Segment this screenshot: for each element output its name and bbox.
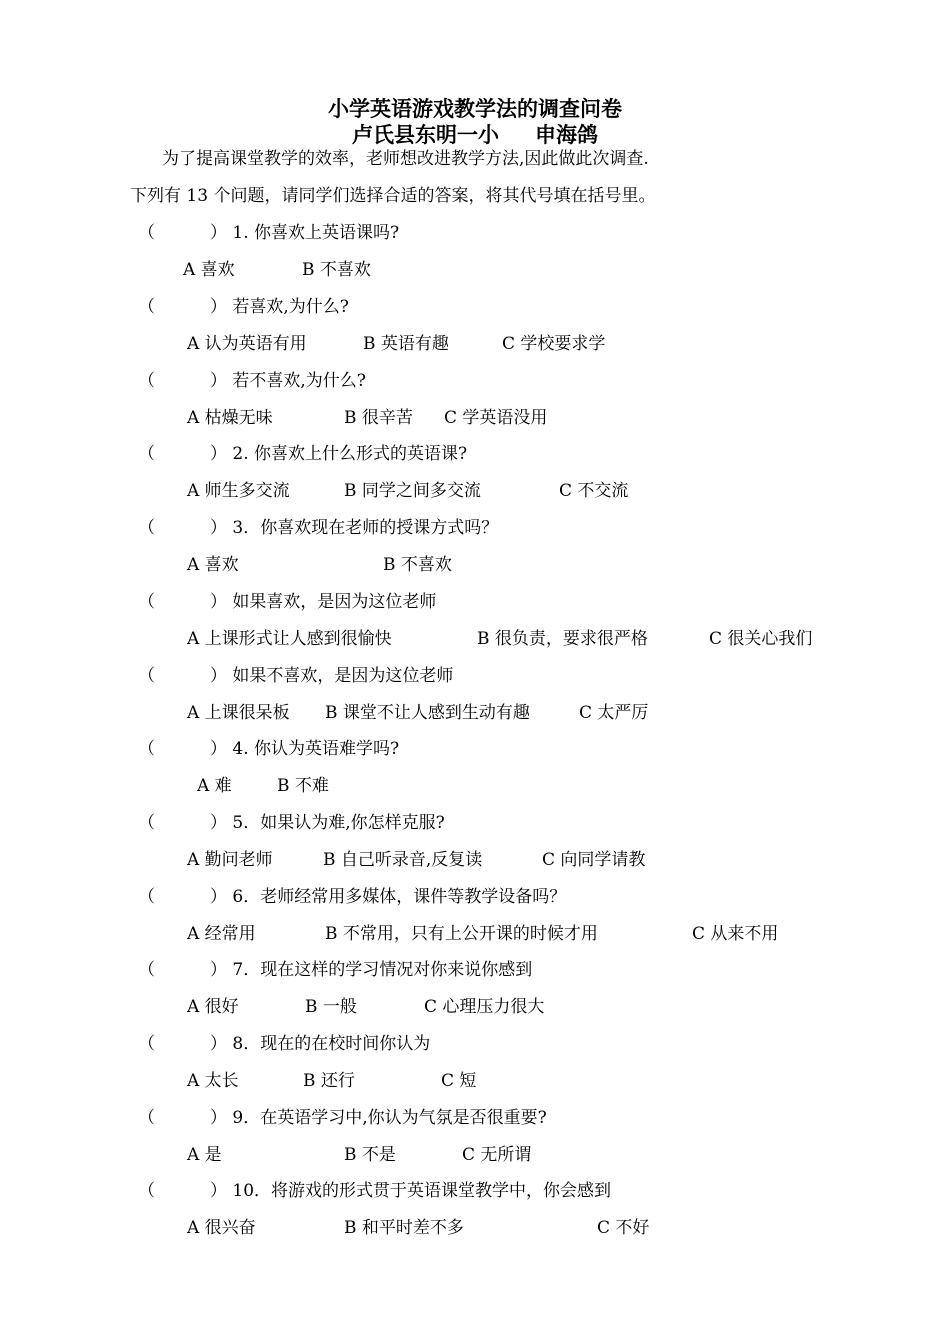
answer-option: A 难	[197, 776, 232, 796]
question-text: 3．你喜欢现在老师的授课方式吗？	[227, 518, 499, 538]
question-text: 若喜欢,为什么?	[227, 297, 349, 317]
answer-blank[interactable]: （	[138, 887, 155, 907]
question-text: 10．将游戏的形式贯于英语课堂教学中，你会感到	[227, 1181, 612, 1201]
question-line	[138, 1180, 611, 1202]
answer-option: A 师生多交流	[187, 481, 290, 501]
answer-blank[interactable]: （	[138, 518, 155, 538]
answer-option: A 上课形式让人感到很愉快	[187, 629, 392, 649]
answer-option: A 喜欢	[183, 260, 235, 280]
answer-blank-close: ）	[210, 444, 227, 464]
question-line	[138, 886, 566, 908]
answer-option: B 课堂不让人感到生动有趣	[325, 703, 530, 723]
question-line	[138, 443, 467, 465]
school-name: 卢氏县东明一小	[352, 122, 499, 147]
question-text: 6．老师经常用多媒体，课件等教学设备吗？	[227, 887, 567, 907]
question-line	[138, 812, 445, 834]
question-line	[138, 370, 366, 392]
answer-blank-close: ）	[210, 666, 227, 686]
answer-option: C 不好	[597, 1218, 650, 1238]
question-line	[138, 665, 453, 687]
answer-blank-close: ）	[210, 1181, 227, 1201]
answer-option: A 经常用	[187, 924, 256, 944]
document-title: 小学英语游戏教学法的调查问卷	[328, 96, 622, 121]
question-line	[138, 591, 436, 613]
question-line	[138, 1107, 547, 1129]
answer-blank-close: ）	[210, 813, 227, 833]
answer-blank-close: ）	[210, 739, 227, 759]
answer-option: A 喜欢	[187, 555, 239, 575]
question-text: 2. 你喜欢上什么形式的英语课?	[227, 444, 468, 464]
answer-blank[interactable]: （	[138, 739, 155, 759]
answer-option: B 一般	[305, 997, 357, 1017]
answer-option: C 无所谓	[462, 1145, 532, 1165]
question-text: 如果喜欢，是因为这位老师	[227, 592, 437, 612]
answer-option: A 勤问老师	[187, 850, 273, 870]
answer-blank-close: ）	[210, 887, 227, 907]
answer-blank[interactable]: （	[138, 1181, 155, 1201]
author-name: 申海鸽	[535, 122, 598, 147]
question-text: 8．现在的在校时间你认为	[227, 1034, 431, 1054]
question-text: 如果不喜欢，是因为这位老师	[227, 666, 454, 686]
answer-option: A 太长	[187, 1071, 239, 1091]
answer-option: B 很辛苦	[344, 408, 413, 428]
question-line	[138, 222, 399, 244]
answer-blank[interactable]: （	[138, 1034, 155, 1054]
question-text: 若不喜欢,为什么?	[227, 371, 366, 391]
answer-blank[interactable]: （	[138, 592, 155, 612]
question-line	[138, 959, 532, 981]
question-text: 9．在英语学习中,你认为气氛是否很重要?	[227, 1108, 547, 1128]
answer-blank[interactable]: （	[138, 1108, 155, 1128]
question-line	[138, 738, 399, 760]
question-line	[138, 517, 498, 539]
answer-blank[interactable]: （	[138, 444, 155, 464]
answer-option: A 枯燥无味	[187, 408, 273, 428]
answer-option: B 不喜欢	[383, 555, 452, 575]
author-line	[0, 122, 950, 148]
answer-option: B 不是	[344, 1145, 396, 1165]
answer-option: C 太严厉	[579, 703, 649, 723]
answer-option: A 很兴奋	[187, 1218, 256, 1238]
answer-option: B 很负责，要求很严格	[477, 629, 648, 649]
question-text: 7．现在这样的学习情况对你来说你感到	[227, 960, 533, 980]
answer-option: A 认为英语有用	[187, 334, 307, 354]
answer-option: C 从来不用	[692, 924, 779, 944]
answer-option: B 不喜欢	[302, 260, 371, 280]
answer-option: B 英语有趣	[363, 334, 449, 354]
intro-line-2: 下列有 13 个问题，请同学们选择合适的答案，将其代号填在括号里。	[130, 186, 656, 206]
answer-option: B 和平时差不多	[344, 1218, 464, 1238]
answer-blank[interactable]: （	[138, 813, 155, 833]
answer-blank-close: ）	[210, 592, 227, 612]
question-text: 4. 你认为英语难学吗?	[227, 739, 400, 759]
answer-option: C 学校要求学	[502, 334, 606, 354]
answer-option: C 向同学请教	[542, 850, 646, 870]
question-line	[138, 296, 349, 318]
answer-option: A 很好	[187, 997, 239, 1017]
answer-option: A 上课很呆板	[187, 703, 290, 723]
intro-line-1: 为了提高课堂教学的效率，老师想改进教学方法,因此做此次调查.	[162, 149, 649, 169]
answer-blank-close: ）	[210, 223, 227, 243]
answer-blank-close: ）	[210, 518, 227, 538]
answer-blank-close: ）	[210, 297, 227, 317]
answer-blank[interactable]: （	[138, 666, 155, 686]
answer-option: B 不常用，只有上公开课的时候才用	[325, 924, 598, 944]
answer-blank[interactable]: （	[138, 371, 155, 391]
answer-option: C 学英语没用	[444, 408, 548, 428]
answer-blank[interactable]: （	[138, 297, 155, 317]
question-text: 5．如果认为难,你怎样克服?	[227, 813, 445, 833]
answer-blank-close: ）	[210, 1108, 227, 1128]
answer-option: B 还行	[303, 1071, 355, 1091]
answer-blank-close: ）	[210, 371, 227, 391]
answer-blank[interactable]: （	[138, 960, 155, 980]
answer-option: B 自己听录音,反复读	[323, 850, 483, 870]
question-line	[138, 1033, 430, 1055]
question-text: 1. 你喜欢上英语课吗?	[227, 223, 400, 243]
answer-option: A 是	[187, 1145, 222, 1165]
answer-blank-close: ）	[210, 1034, 227, 1054]
answer-option: B 不难	[277, 776, 329, 796]
answer-option: C 心理压力很大	[424, 997, 545, 1017]
answer-blank-close: ）	[210, 960, 227, 980]
answer-option: C 不交流	[559, 481, 629, 501]
answer-option: B 同学之间多交流	[344, 481, 481, 501]
answer-blank[interactable]: （	[138, 223, 155, 243]
answer-option: C 短	[441, 1071, 477, 1091]
answer-option: C 很关心我们	[709, 629, 813, 649]
